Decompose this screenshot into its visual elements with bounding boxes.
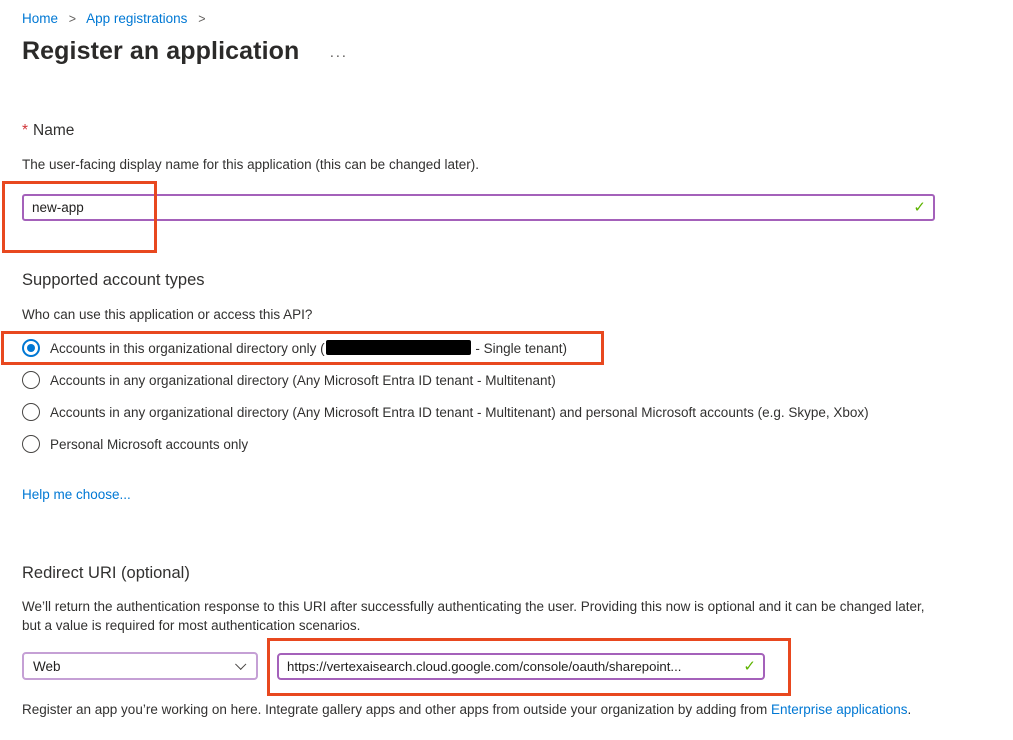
- account-type-radio-group: [22, 339, 991, 455]
- radio-option-personal-only[interactable]: [22, 435, 991, 455]
- radio-unselected-icon[interactable]: [22, 403, 40, 421]
- footer-register-note: [22, 702, 991, 717]
- radio-option-label: Accounts in this organizational directory only ( - Single tenant): [50, 341, 567, 356]
- help-me-choose-link[interactable]: Help me choose...: [22, 487, 131, 502]
- radio-option-label: Accounts in any organizational directory (Any Microsoft Entra ID tenant - Multitenant) and personal Microsoft accounts (e.g. Skype, Xbox): [50, 405, 869, 420]
- radio-option-multitenant-personal[interactable]: [22, 403, 991, 423]
- footer-text-after: .: [907, 702, 912, 717]
- enterprise-applications-link[interactable]: Enterprise applications: [770, 702, 908, 717]
- radio-option-multitenant[interactable]: [22, 371, 991, 391]
- radio-unselected-icon[interactable]: [22, 435, 40, 453]
- breadcrumb-home-link[interactable]: Home: [22, 11, 59, 26]
- breadcrumb-app-registrations-link[interactable]: App registrations: [86, 11, 188, 26]
- context-menu-ellipsis-icon[interactable]: ···: [329, 46, 348, 64]
- required-asterisk: *: [22, 122, 29, 139]
- platform-selected-value: Web: [33, 658, 61, 674]
- name-label-text: Name: [33, 122, 75, 139]
- redirect-uri-input-wrapper: [277, 653, 765, 680]
- page-title: Register an application: [22, 37, 300, 65]
- name-field-label: [22, 122, 991, 140]
- redirect-uri-description: We’ll return the authentication response to this URI after successfully authenticating the user. Providing this now is optional and it can be changed later, but a value is required for most authentication scenarios.: [22, 599, 925, 633]
- valid-check-icon: ✓: [913, 199, 926, 216]
- name-input-wrapper: [22, 194, 935, 221]
- radio-option-single-tenant[interactable]: [22, 339, 991, 359]
- redacted-tenant-name: [326, 340, 471, 355]
- supported-account-types-heading: Supported account types: [22, 271, 205, 289]
- platform-select-dropdown[interactable]: [22, 652, 258, 680]
- page-title-row: [22, 37, 991, 66]
- breadcrumb-separator-icon: >: [198, 12, 206, 26]
- chevron-down-icon: [235, 659, 246, 670]
- account-types-question: Who can use this application or access this API?: [22, 307, 313, 322]
- radio-unselected-icon[interactable]: [22, 371, 40, 389]
- breadcrumb-separator-icon: >: [68, 12, 77, 26]
- radio-option-label: Accounts in any organizational directory (Any Microsoft Entra ID tenant - Multitenant): [50, 373, 556, 388]
- footer-text-before: Register an app you’re working on here. Integrate gallery apps and other apps from outside your organization by adding from: [22, 702, 771, 717]
- redirect-uri-heading: Redirect URI (optional): [22, 564, 190, 582]
- radio-option-label: Personal Microsoft accounts only: [50, 437, 249, 452]
- redirect-uri-input[interactable]: [277, 653, 765, 680]
- redirect-uri-controls: [22, 652, 991, 680]
- name-field-description: The user-facing display name for this application (this can be changed later).: [22, 157, 479, 172]
- radio-selected-icon[interactable]: [22, 339, 40, 357]
- breadcrumb: [22, 10, 991, 28]
- valid-check-icon: ✓: [743, 657, 756, 675]
- app-name-input[interactable]: [22, 194, 935, 221]
